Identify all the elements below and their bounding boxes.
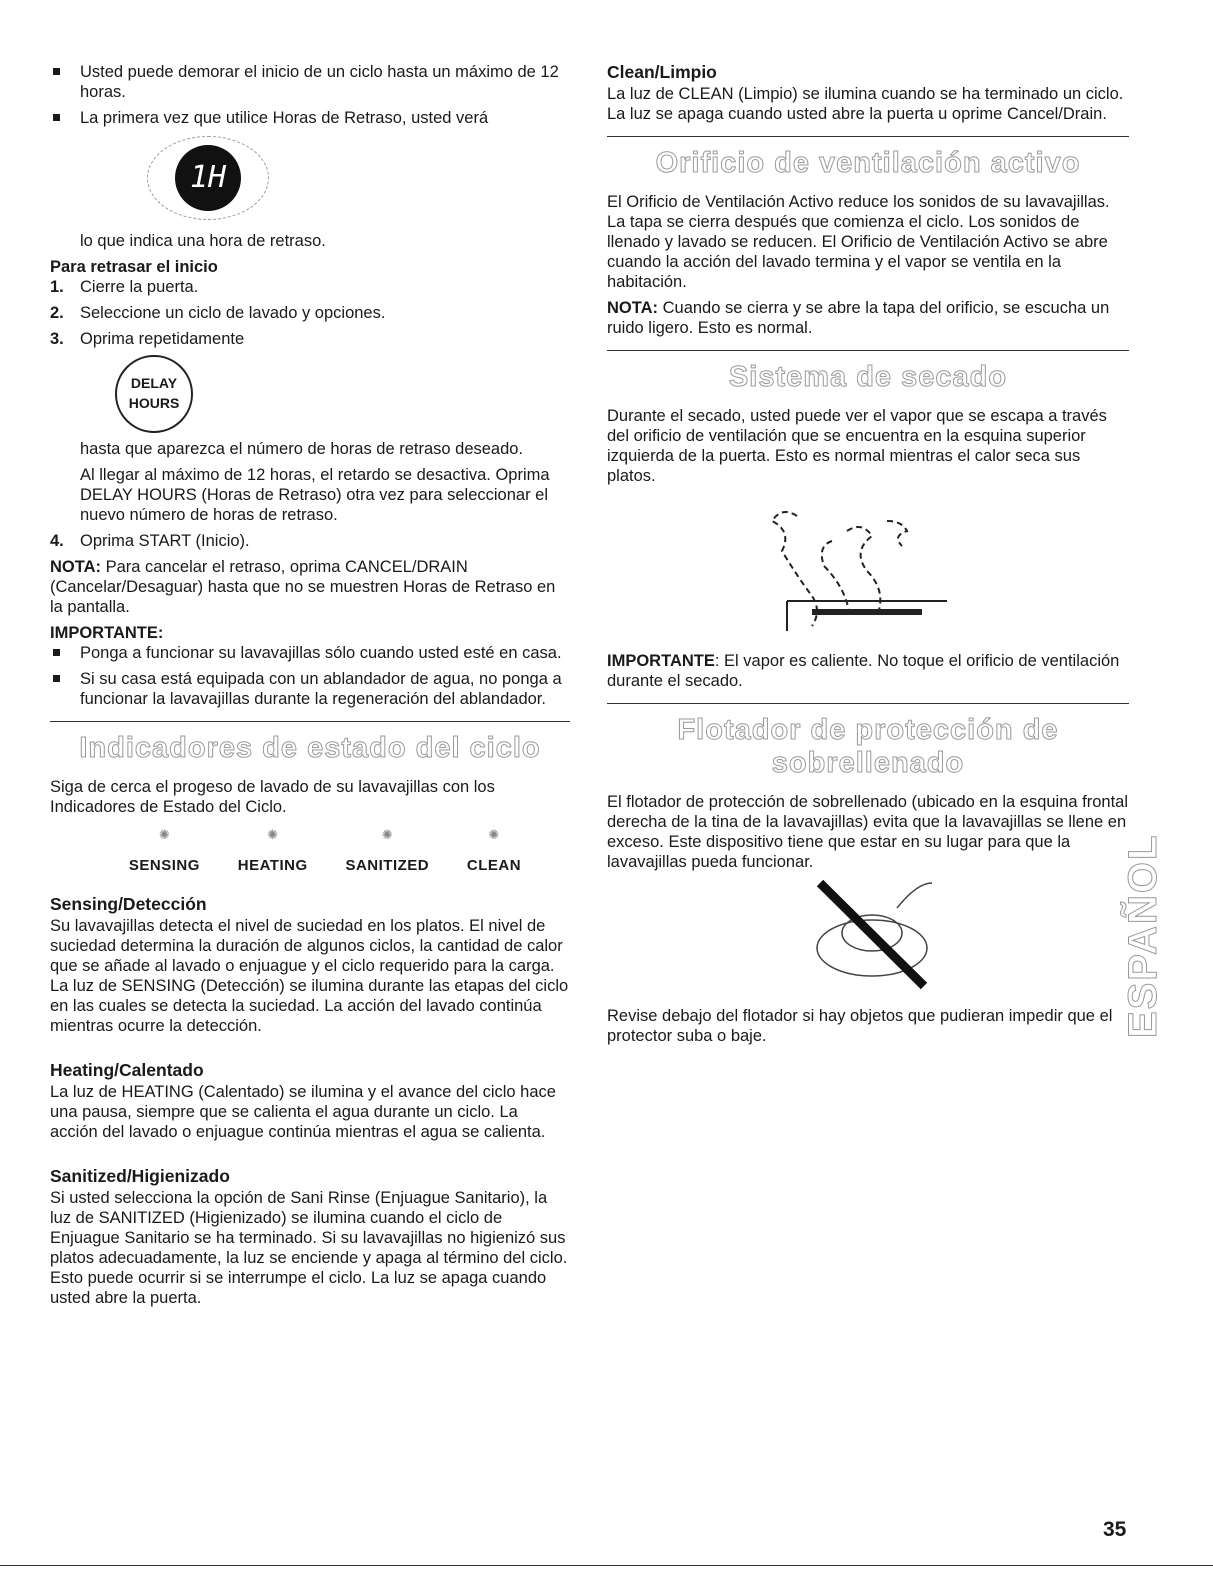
list-item: Ponga a funcionar su lavavajillas sólo cuando usted esté en casa. — [50, 643, 570, 663]
section-divider — [607, 703, 1129, 704]
page-number: 35 — [1103, 1518, 1127, 1541]
drying-text: Durante el secado, usted puede ver el vapor que se escapa a través del orificio de ventilación que se encuentra en la esquina superior izquierda de la puerta. Esto es normal mientras el calor seca sus platos. — [607, 407, 1107, 485]
vent-note: NOTA: Cuando se cierra y se abre la tapa del orificio, se escucha un ruido ligero. Esto es normal. — [607, 299, 1110, 337]
sanitized-heading: Sanitized/Higienizado — [50, 1166, 230, 1186]
indicator-sanitized: ✺ SANITIZED — [345, 827, 430, 874]
heating-text: La luz de HEATING (Calentado) se ilumina y el avance del ciclo hace una pausa, siempre que se calienta el agua durante un ciclo. La acción del lavado o enjuague continúa mientras el agua se calienta. — [50, 1083, 556, 1141]
sensing-text: Su lavavajillas detecta el nivel de suciedad en los platos. El nivel de suciedad determina la duración de algunos ciclos, la cantidad de calor que se añade al lavado o enjuague y el ciclo requerido para la carga. La luz de SENSING (Detección) se ilumina durante las etapas del ciclo en las cuales se detecta la suciedad. La acción del lavado continúa mientras ocurre la detección. — [50, 917, 569, 1035]
footer-rule — [0, 1565, 1213, 1566]
sanitized-text: Si usted selecciona la opción de Sani Rinse (Enjuague Sanitario), la luz de SANITIZED (Higienizado) se ilumina cuando el ciclo de Enjuague Sanitario se ha terminado. Si su lavavajillas no higienizó sus platos adecuadamente, la luz se enciende y apaga al término del ciclo. Esto puede ocurrir si se interrumpe el ciclo. La luz se apaga cuando usted abre la puerta. — [50, 1189, 568, 1307]
list-item: La primera vez que utilice Horas de Retraso, usted verá — [50, 108, 570, 128]
indicator-heating: ✺ HEATING — [237, 827, 308, 874]
step3-note: Al llegar al máximo de 12 horas, el retardo se desactiva. Oprima DELAY HOURS (Horas de Retraso) otra vez para seleccionar el nuevo número de horas de retraso. — [80, 466, 550, 524]
delay-hours-key-illustration — [50, 355, 570, 433]
delay-heading: Para retrasar el inicio — [50, 258, 218, 276]
language-tab: ESPAÑOL — [1121, 833, 1165, 1038]
steam-icon — [757, 496, 967, 636]
vent-section-title: Orificio de ventilación activo — [655, 147, 1081, 179]
drying-important: IMPORTANTE: El vapor es caliente. No toque el orificio de ventilación durante el secado. — [607, 652, 1120, 690]
float-icon — [802, 878, 942, 993]
left-column — [50, 62, 570, 1314]
indicator-light-icon: ✺ — [488, 827, 500, 842]
delay-display-illustration — [50, 136, 570, 225]
indicator-lights-row — [50, 825, 570, 876]
step-item: 3. Oprima repetidamente — [50, 330, 245, 348]
indicator-light-icon: ✺ — [158, 827, 170, 842]
indicators-intro: Siga de cerca el progeso de lavado de su lavavajillas con los Indicadores de Estado del Ciclo. — [50, 778, 495, 816]
indicators-section-title: Indicadores de estado del ciclo — [79, 732, 541, 764]
section-divider — [607, 136, 1129, 137]
float-text: El flotador de protección de sobrellenado (ubicado en la esquina frontal derecha de la tina de la lavavajillas) evita que la lavavajillas se llene en exceso. Este dispositivo tiene que estar en su lugar para que la lavavajillas pueda funcionar. — [607, 793, 1129, 871]
section-divider — [607, 350, 1129, 351]
step3-after: hasta que aparezca el número de horas de retraso deseado. — [80, 440, 524, 458]
clean-text: La luz de CLEAN (Limpio) se ilumina cuando se ha terminado un ciclo. La luz se apaga cuando usted abre la puerta u oprime Cancel/Drain. — [607, 85, 1124, 123]
indicator-light-icon: ✺ — [267, 827, 279, 842]
float-section-title: Flotador de protección de sobrellenado — [677, 714, 1059, 779]
display-caption: lo que indica una hora de retraso. — [80, 232, 326, 250]
clean-heading: Clean/Limpio — [607, 62, 717, 82]
step-item: 4. Oprima START (Inicio). — [50, 532, 250, 550]
vent-text: El Orificio de Ventilación Activo reduce los sonidos de su lavavajillas. La tapa se cierra después que comienza el ciclo. Los sonidos de llenado y lavado se reducen. El Orificio de Ventilación Activo se abre cuando la acción del lavado termina y el vapor se ventila en la habitación. — [607, 193, 1110, 291]
note-paragraph: NOTA: Para cancelar el retraso, oprima CANCEL/DRAIN (Cancelar/Desaguar) hasta que no se muestren Horas de Retraso en la pantalla. — [50, 558, 556, 616]
heating-heading: Heating/Calentado — [50, 1060, 204, 1080]
drying-section-title: Sistema de secado — [728, 361, 1008, 393]
delay-hours-keycap: DELAY HOURS — [115, 355, 193, 433]
right-column — [607, 62, 1129, 1052]
indicator-clean: ✺ CLEAN — [466, 827, 522, 874]
delay-display-readout: 1H — [175, 145, 241, 211]
indicator-sensing: ✺ SENSING — [128, 827, 200, 874]
float-check: Revise debajo del flotador si hay objetos que pudieran impedir que el protector suba o baje. — [607, 1007, 1113, 1045]
section-divider — [50, 721, 570, 722]
steam-vent-illustration — [757, 496, 1129, 641]
step-item: 1. Cierre la puerta. — [50, 278, 199, 296]
step-item: 2. Seleccione un ciclo de lavado y opciones. — [50, 304, 386, 322]
sensing-heading: Sensing/Detección — [50, 894, 207, 914]
importante-heading: IMPORTANTE: — [50, 624, 164, 642]
indicator-light-icon: ✺ — [381, 827, 393, 842]
list-item: Si su casa está equipada con un ablandador de agua, no ponga a funcionar la lavavajillas durante la regeneración del ablandador. — [50, 669, 570, 709]
float-illustration — [802, 878, 1129, 998]
display-bezel — [147, 136, 269, 220]
list-item: Usted puede demorar el inicio de un ciclo hasta un máximo de 12 horas. — [50, 62, 570, 102]
